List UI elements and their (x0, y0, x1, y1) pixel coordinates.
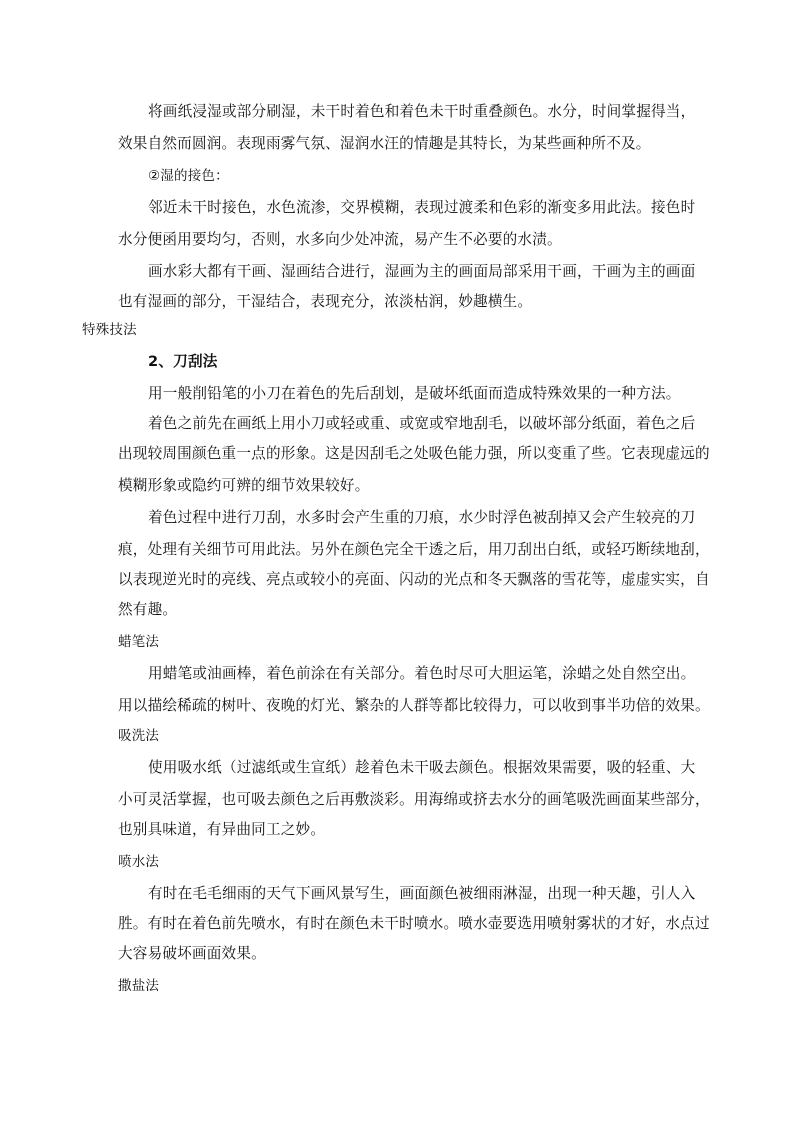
paragraph-line: 效果自然而圆润。表现雨雾气氛、湿润水汪的情趣是其特长，为某些画种所不及。 (118, 135, 651, 152)
paragraph-line: 着色过程中进行刀刮，水多时会产生重的刀痕，水少时浮色被刮掉又会产生较亮的刀 (148, 509, 696, 526)
paragraph-line: 也有湿画的部分，干湿结合，表现充分，浓淡枯润，妙趣横生。 (118, 293, 533, 310)
paragraph-line: 用以描绘稀疏的树叶、夜晚的灯光、繁杂的人群等都比较得力，可以收到事半功倍的效果。 (118, 697, 710, 714)
paragraph-line: 画水彩大都有干画、湿画结合进行，湿画为主的画面局部采用干画，干画为主的画面 (148, 263, 696, 280)
heading-salt: 撒盐法 (118, 978, 160, 994)
paragraph-line: 大容易破坏画面效果。 (118, 945, 266, 962)
paragraph-line: 胜。有时在着色前先喷水，有时在颜色未干时喷水。喷水壶要选用喷射雾状的才好，水点过 (118, 915, 710, 932)
heading-blot-wash: 吸洗法 (118, 728, 160, 744)
paragraph-line: 用蜡笔或油画棒，着色前涂在有关部分。着色时尽可大胆运笔，涂蜡之处自然空出。 (148, 665, 696, 682)
heading-spray: 喷水法 (118, 854, 160, 870)
paragraph-line: 以表现逆光时的亮线、亮点或较小的亮面、闪动的光点和冬天飘落的雪花等，虚虚实实，自 (118, 571, 710, 588)
heading-knife-scrape: 2、刀刮法 (148, 353, 218, 370)
paragraph-line: 模糊形象或隐约可辨的细节效果较好。 (118, 477, 370, 494)
paragraph-line: 有时在毛毛细雨的天气下画风景写生，画面颜色被细雨淋湿，出现一种天趣，引人入 (148, 885, 696, 902)
paragraph-line: 也别具味道，有异曲同工之妙。 (118, 821, 326, 838)
paragraph-line: 用一般削铅笔的小刀在着色的先后刮划，是破坏纸面而造成特殊效果的一种方法。 (148, 385, 681, 402)
paragraph-line: 将画纸浸湿或部分刷湿，未干时着色和着色未干时重叠颜色。水分，时间掌握得当， (148, 103, 696, 120)
paragraph-line: 邻近未干时接色，水色流渗，交界模糊，表现过渡柔和色彩的渐变多用此法。接色时 (148, 199, 696, 216)
paragraph-line: 使用吸水纸（过滤纸或生宣纸）趁着色未干吸去颜色。根据效果需要，吸的轻重、大 (148, 759, 696, 776)
paragraph-line: 出现较周围颜色重一点的形象。这是因刮毛之处吸色能力强，所以变重了些。它表现虚远的 (118, 445, 710, 462)
heading-crayon: 蜡笔法 (118, 634, 160, 650)
heading-special-techniques: 特殊技法 (82, 322, 137, 338)
paragraph-line: 水分便函用要均匀，否则，水多向少处冲流，易产生不必要的水渍。 (118, 231, 562, 248)
subheading-wet-connect: ②湿的接色： (148, 168, 229, 184)
paragraph-line: 痕，处理有关细节可用此法。另外在颜色完全干透之后，用刀刮出白纸，或轻巧断续地刮， (118, 541, 710, 558)
paragraph-line: 然有趣。 (118, 601, 178, 618)
paragraph-line: 小可灵活掌握，也可吸去颜色之后再敷淡彩。用海绵或挤去水分的画笔吸洗画面某些部分， (118, 791, 710, 808)
paragraph-line: 着色之前先在画纸上用小刀或轻或重、或宽或窄地刮毛，以破坏部分纸面，着色之后 (148, 415, 696, 432)
